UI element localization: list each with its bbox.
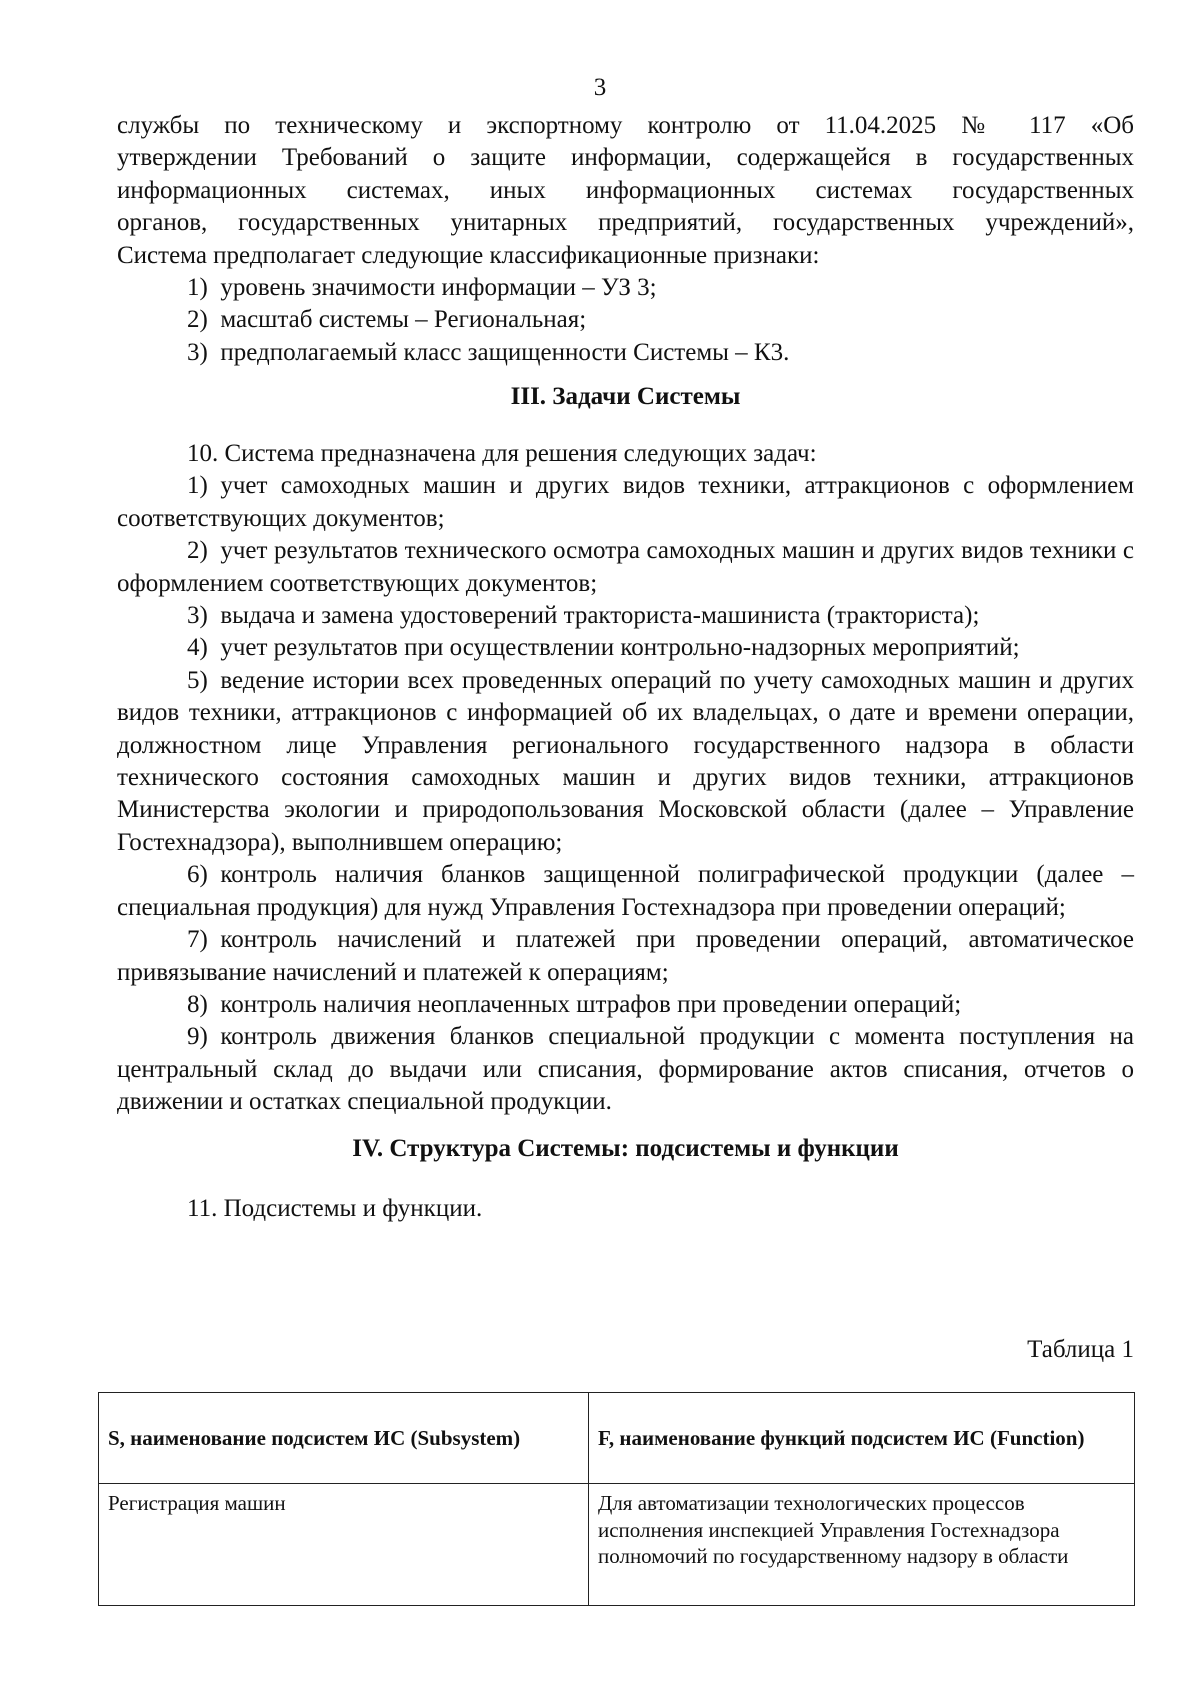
subsystems-table	[98, 1392, 1135, 1606]
intro-paragraph	[117, 110, 1134, 272]
structure-lead: 11. Подсистемы и функции.	[187, 1195, 483, 1222]
task-item: 4) учет результатов при осуществлении контрольно-надзорных мероприятий;	[187, 634, 1020, 662]
table-label: Таблица 1	[1027, 1336, 1134, 1363]
table-header-row	[99, 1393, 1135, 1484]
intro-line: службы по техническому и экспортному контролю от 11.04.2025 № 117 «Об	[117, 112, 1134, 139]
task-item: 3) выдача и замена удостоверений тракториста-машиниста (тракториста);	[187, 602, 980, 630]
task-item: 5) ведение истории всех проведенных операций по учету самоходных машин и других видов техники, аттракционов с информацией об их владельцах, о дате и времени операции, должностном лице Управления регионального государственного надзора в области технического состояния самоходных машин и других видов техники, аттракционов Министерства экологии и природопользования Московской области (далее – Управление Гостехнадзора), выполнившем операцию;	[117, 666, 1134, 856]
task-item: 9) контроль движения бланков специальной продукции с момента поступления на центральный склад до выдачи или списания, формирование актов списания, отчетов о движении и остатках специальной продукции.	[117, 1023, 1134, 1116]
classification-item: 1) уровень значимости информации – УЗ 3;	[187, 274, 657, 301]
table-header-function: F, наименование функций подсистем ИС (Function)	[589, 1393, 1135, 1484]
classification-item: 2) масштаб системы – Региональная;	[187, 306, 587, 334]
tasks-lead: 10. Система предназначена для решения следующих задач:	[187, 440, 817, 467]
section-heading-structure: IV. Структура Системы: подсистемы и функции	[352, 1135, 899, 1162]
task-item: 8) контроль наличия неоплаченных штрафов при проведении операций;	[187, 990, 962, 1018]
tasks-section	[117, 438, 1134, 1119]
task-item: 7) контроль начислений и платежей при проведении операций, автоматическое привязывание начислений и платежей к операциям;	[117, 926, 1134, 986]
task-item: 1) учет самоходных машин и других видов техники, аттракционов с оформлением соответствующих документов;	[117, 472, 1134, 532]
page-number: 3	[593, 74, 607, 101]
classification-list	[117, 272, 1134, 369]
table-row	[99, 1484, 1135, 1606]
task-item: 2) учет результатов технического осмотра самоходных машин и других видов техники с оформлением соответствующих документов;	[117, 537, 1134, 597]
table-cell-function: Для автоматизации технологических процессов исполнения инспекцией Управления Гостехнадзора полномочий по государственному надзору в области	[589, 1484, 1135, 1606]
intro-line: органов, государственных унитарных предприятий, государственных учреждений»,	[117, 209, 1134, 237]
table-cell-subsystem: Регистрация машин	[99, 1484, 589, 1606]
intro-line: Система предполагает следующие классификационные признаки:	[117, 241, 820, 269]
classification-item: 3) предполагаемый класс защищенности Системы – К3.	[187, 338, 790, 366]
intro-line: утверждении Требований о защите информации, содержащейся в государственных	[117, 144, 1134, 172]
table-header-subsystem: S, наименование подсистем ИС (Subsystem)	[99, 1393, 589, 1484]
section-heading-tasks: III. Задачи Системы	[510, 383, 741, 410]
intro-line: информационных системах, иных информационных системах государственных	[117, 176, 1134, 204]
task-item: 6) контроль наличия бланков защищенной полиграфической продукции (далее – специальная продукция) для нужд Управления Гостехнадзора при проведении операций;	[117, 861, 1134, 921]
